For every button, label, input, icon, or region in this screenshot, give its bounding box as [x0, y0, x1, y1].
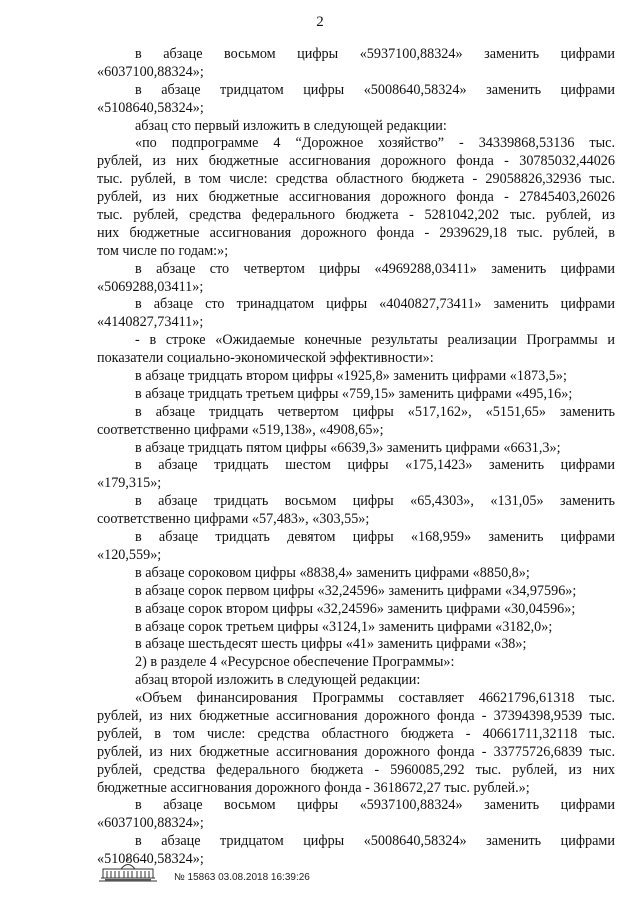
text-line: в абзаце тридцать шестом цифры «175,1423» заменить цифрами [135, 457, 615, 474]
text-line: рублей, из них бюджетные ассигнования дорожного фонда - 27845403,26026 [97, 189, 615, 206]
text-line: в абзаце тридцать четвертом цифры «517,162», «5151,65» заменить [135, 403, 615, 420]
text-line: рублей, из них бюджетные ассигнования дорожного фонда - 37394398,9539 тыс. [97, 707, 615, 724]
text-line: соответственно цифрами «57,483», «303,55»; [97, 511, 370, 528]
text-line: рублей, в том числе: средства областного бюджета - 40661711,32118 тыс. [97, 725, 615, 742]
registration-stamp: № 15863 03.08.2018 16:39:26 [174, 872, 310, 883]
text-line: в абзаце тридцать третьем цифры «759,15» заменить цифрами «495,16»; [135, 385, 573, 402]
text-line: в абзаце тридцать втором цифры «1925,8» заменить цифрами «1873,5»; [135, 368, 567, 385]
text-line: абзац второй изложить в следующей редакции: [135, 672, 421, 689]
page-number: 2 [316, 14, 324, 30]
text-line: в абзаце сто четвертом цифры «4969288,03411» заменить цифрами [135, 260, 615, 277]
text-line: в абзаце тридцатом цифры «5008640,58324» заменить цифрами [135, 81, 615, 98]
text-line: в абзаце тридцать пятом цифры «6639,3» заменить цифрами «6631,3»; [135, 439, 561, 456]
text-line: абзац сто первый изложить в следующей редакции: [135, 117, 447, 134]
text-line: в абзаце сорок третьем цифры «3124,1» заменить цифрами «3182,0»; [135, 618, 553, 635]
text-line: «по подпрограмме 4 “Дорожное хозяйство” - 34339868,53136 тыс. [135, 135, 615, 152]
text-line: «120,559»; [97, 546, 162, 563]
text-line: рублей, из них бюджетные ассигнования дорожного фонда - 30785032,44026 [97, 153, 615, 170]
text-line: «6037100,88324»; [97, 815, 204, 832]
text-line: в абзаце тридцать девятом цифры «168,959» заменить цифрами [135, 529, 615, 546]
text-line: «5108640,58324»; [97, 851, 204, 868]
text-line: в абзаце сороковом цифры «8838,4» заменить цифрами «8850,8»; [135, 564, 530, 581]
text-line: в абзаце восьмом цифры «5937100,88324» заменить цифрами [135, 797, 615, 814]
text-line: в абзаце сто тринадцатом цифры «4040827,73411» заменить цифрами [135, 296, 615, 313]
text-line: показатели социально-экономической эффективности»: [97, 350, 434, 367]
text-line: «5069288,03411»; [97, 278, 204, 295]
text-line: «179,315»; [97, 475, 162, 492]
text-line: рублей, средства федерального бюджета - 5960085,292 тыс. рублей, из них [97, 761, 615, 778]
text-line: в абзаце сорок первом цифры «32,24596» заменить цифрами «34,97596»; [135, 582, 577, 599]
document-body [97, 46, 615, 869]
text-line: соответственно цифрами «519,138», «4908,65»; [97, 421, 384, 438]
text-line: в абзаце шестьдесят шесть цифры «41» заменить цифрами «38»; [135, 636, 527, 653]
text-line: - в строке «Ожидаемые конечные результаты реализации Программы и [135, 332, 615, 349]
building-logo-icon [97, 856, 159, 884]
text-line: тыс. рублей, средства федерального бюджета - 5281042,202 тыс. рублей, из [97, 207, 615, 224]
text-line: рублей, из них бюджетные ассигнования дорожного фонда - 33775726,6839 тыс. [97, 743, 615, 760]
text-line: «4140827,73411»; [97, 314, 204, 331]
text-line: «6037100,88324»; [97, 63, 204, 80]
footer [97, 856, 517, 892]
text-line: них бюджетные ассигнования дорожного фонда - 2939629,18 тыс. рублей, в [97, 224, 615, 241]
text-line: в абзаце восьмом цифры «5937100,88324» заменить цифрами [135, 46, 615, 62]
text-line: том числе по годам:»; [97, 242, 229, 259]
text-line: в абзаце сорок втором цифры «32,24596» заменить цифрами «30,04596»; [135, 600, 576, 617]
text-line: 2) в разделе 4 «Ресурсное обеспечение Программы»: [135, 654, 455, 671]
text-line: тыс. рублей, в том числе: средства областного бюджета - 29058826,32936 тыс. [97, 171, 615, 188]
text-line: в абзаце тридцатом цифры «5008640,58324» заменить цифрами [135, 833, 615, 850]
text-line: «Объем финансирования Программы составляет 46621796,61318 тыс. [135, 690, 615, 707]
text-line: в абзаце тридцать восьмом цифры «65,4303», «131,05» заменить [135, 493, 615, 510]
text-line: бюджетные ассигнования дорожного фонда - 3618672,27 тыс. рублей.»; [97, 779, 530, 796]
text-line: «5108640,58324»; [97, 99, 204, 116]
